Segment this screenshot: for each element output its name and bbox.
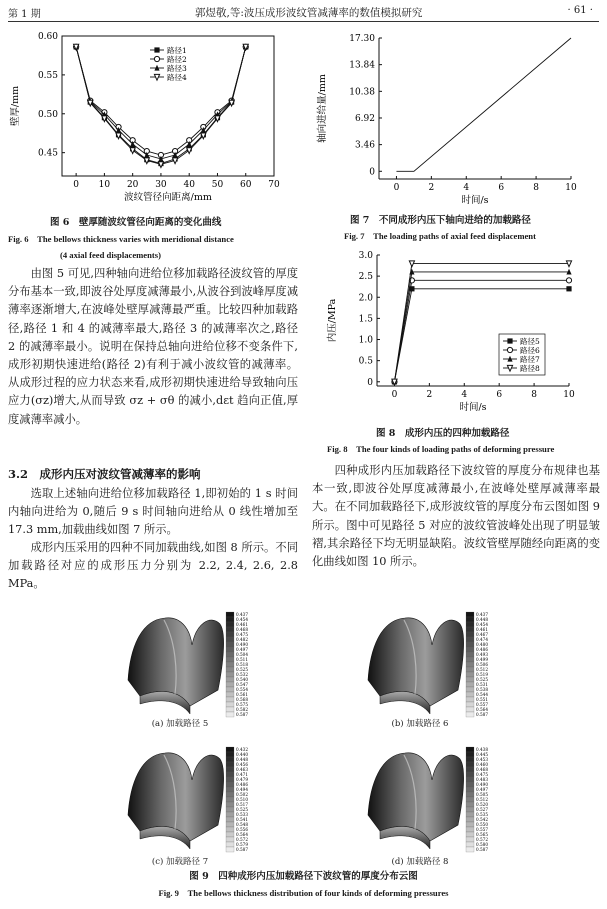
series-line-1 xyxy=(76,47,246,164)
legend-value: 0.564 xyxy=(476,707,488,713)
figure-9c-subcaption: (c) 加载路径 7 xyxy=(151,857,209,867)
legend-label: 路径4 xyxy=(167,73,187,82)
legend-swatch xyxy=(226,617,234,622)
legend-swatch xyxy=(226,637,234,642)
legend-value: 0.582 xyxy=(236,707,248,713)
figure-7-caption-en: Fig. 7 The loading paths of axial feed displacement xyxy=(344,231,536,241)
figure-9a-subcaption: (a) 加载路径 5 xyxy=(151,719,209,729)
legend-swatch xyxy=(226,832,234,837)
legend-value: 0.542 xyxy=(476,817,488,823)
x-tick-label: 20 xyxy=(126,180,139,190)
legend-value: 0.587 xyxy=(476,847,488,853)
figure-9-contour-plots xyxy=(0,595,607,865)
legend-value: 0.512 xyxy=(476,797,488,803)
legend-value: 0.454 xyxy=(476,622,488,628)
legend-marker xyxy=(154,47,159,52)
legend-value: 0.587 xyxy=(236,712,248,718)
legend-value: 0.479 xyxy=(236,777,248,783)
data-point xyxy=(566,286,571,291)
data-point xyxy=(187,148,192,154)
legend-value: 0.527 xyxy=(476,807,488,813)
legend-value: 0.486 xyxy=(236,782,248,788)
legend-marker xyxy=(507,347,512,352)
figure-7-chart xyxy=(307,28,607,208)
x-tick-label: 6 xyxy=(498,183,505,193)
figure-6-caption-en-line1: Fig. 6 The bellows thickness varies with meridional distance xyxy=(8,234,234,244)
legend-value: 0.565 xyxy=(476,832,488,838)
legend-value: 0.548 xyxy=(236,822,248,828)
figure-9d-subcaption: (d) 加载路径 8 xyxy=(391,857,449,867)
legend-swatch xyxy=(226,827,234,832)
y-axis-label: 壁厚/mm xyxy=(10,85,21,127)
legend-label: 路径3 xyxy=(167,64,187,73)
legend-value: 0.438 xyxy=(476,747,488,753)
figure-8-caption-en: Fig. 8 The four kinds of loading paths of deforming pressure xyxy=(327,444,555,454)
legend-value: 0.554 xyxy=(236,687,248,693)
legend-value: 0.587 xyxy=(236,847,248,853)
x-tick-label: 0 xyxy=(73,180,80,190)
legend-label: 路径2 xyxy=(167,55,187,64)
legend-value: 0.504 xyxy=(236,652,248,658)
legend-swatch xyxy=(226,747,234,752)
legend-value: 0.512 xyxy=(476,667,488,673)
page-number: · 61 · xyxy=(567,5,593,16)
legend-swatch xyxy=(466,792,474,797)
figure-6-caption-en-line2: (4 axial feed displacements) xyxy=(60,250,161,260)
legend-swatch xyxy=(226,847,234,852)
legend-swatch xyxy=(226,672,234,677)
legend-value: 0.468 xyxy=(236,627,248,633)
legend-swatch xyxy=(466,837,474,842)
figure-6-caption-cn: 图 6 壁厚随波纹管径向距离的变化曲线 xyxy=(50,217,222,228)
contour-panel-d xyxy=(368,747,488,852)
header-rule xyxy=(8,21,599,22)
legend-swatch xyxy=(226,762,234,767)
legend-value: 0.448 xyxy=(476,617,488,623)
legend-swatch xyxy=(226,822,234,827)
body-paragraph-right-1: 四种成形内压加载路径下波纹管的厚度分布规律也基本一致,即波谷处厚度减薄最小,在波峰处壁厚减薄率最大。在不同加载路径下,成形波纹管的厚度分布云图如图 9 所示。图中可见路径 5 对应的波纹管波峰处出现了明显皱褶,其余路径下均无明显缺陷。波纹管壁厚随经向距离的变化曲线如图 10 所示。 xyxy=(312,464,600,569)
legend-value: 0.525 xyxy=(236,807,248,813)
x-tick-label: 0 xyxy=(391,390,398,400)
legend-swatch xyxy=(466,757,474,762)
legend-value: 0.535 xyxy=(476,812,488,818)
data-point xyxy=(130,148,135,154)
legend-swatch xyxy=(226,667,234,672)
legend-swatch xyxy=(226,767,234,772)
legend-swatch xyxy=(466,847,474,852)
contour-panel-b xyxy=(368,612,488,717)
legend-value: 0.561 xyxy=(236,692,248,698)
series-line-2 xyxy=(76,47,246,155)
legend-value: 0.437 xyxy=(236,612,248,618)
legend-value: 0.579 xyxy=(236,842,248,848)
y-tick-label: 0 xyxy=(367,377,373,388)
legend-label: 路径6 xyxy=(520,346,540,355)
legend-swatch xyxy=(226,682,234,687)
legend-swatch xyxy=(466,647,474,652)
data-point xyxy=(158,162,163,168)
figure-9-caption-cn: 图 9 四种成形内压加载路径下波纹管的厚度分布云图 xyxy=(189,871,418,882)
legend-value: 0.519 xyxy=(476,672,488,678)
legend-value: 0.454 xyxy=(236,617,248,623)
figure-8-caption-cn: 图 8 成形内压的四种加载路径 xyxy=(376,428,510,439)
legend-swatch xyxy=(466,802,474,807)
legend-value: 0.506 xyxy=(476,662,488,668)
legend-value: 0.518 xyxy=(236,662,248,668)
legend-swatch xyxy=(226,757,234,762)
x-tick-label: 10 xyxy=(98,180,111,190)
legend-value: 0.499 xyxy=(476,657,488,663)
legend-value: 0.540 xyxy=(236,677,248,683)
x-tick-label: 60 xyxy=(240,180,252,190)
legend-swatch xyxy=(226,657,234,662)
legend-value: 0.525 xyxy=(236,667,248,673)
legend-swatch xyxy=(466,642,474,647)
legend-value: 0.486 xyxy=(476,647,488,653)
legend-value: 0.517 xyxy=(236,802,248,808)
legend-value: 0.468 xyxy=(476,767,488,773)
legend-swatch xyxy=(226,632,234,637)
legend-value: 0.538 xyxy=(476,687,488,693)
legend-swatch xyxy=(226,692,234,697)
legend-value: 0.494 xyxy=(236,787,248,793)
legend-swatch xyxy=(226,837,234,842)
legend-value: 0.483 xyxy=(476,777,488,783)
legend-value: 0.550 xyxy=(476,822,488,828)
legend-swatch xyxy=(226,842,234,847)
x-tick-label: 8 xyxy=(533,183,539,193)
y-tick-label: 0.50 xyxy=(37,109,58,120)
legend-marker xyxy=(154,74,159,80)
legend-swatch xyxy=(466,697,474,702)
legend-value: 0.490 xyxy=(476,782,488,788)
legend-value: 0.497 xyxy=(476,787,488,793)
legend-value: 0.437 xyxy=(476,612,488,618)
y-tick-label: 17.30 xyxy=(349,34,375,44)
legend-value: 0.440 xyxy=(236,752,248,758)
legend-value: 0.511 xyxy=(236,657,248,663)
y-axis-label: 内压/MPa xyxy=(327,298,338,343)
legend-swatch xyxy=(466,667,474,672)
y-tick-label: 0.5 xyxy=(358,356,373,367)
contour-panel-a xyxy=(128,612,248,717)
x-axis-label: 时间/s xyxy=(461,195,489,206)
legend-swatch xyxy=(466,627,474,632)
running-title: 郭煜敬,等:波压成形波纹管减薄率的数值模拟研究 xyxy=(195,7,423,19)
legend-value: 0.564 xyxy=(236,832,248,838)
legend-value: 0.572 xyxy=(236,837,248,843)
x-tick-label: 50 xyxy=(211,180,224,190)
legend-swatch xyxy=(466,762,474,767)
legend-value: 0.482 xyxy=(236,637,248,643)
legend-swatch xyxy=(226,697,234,702)
legend-swatch xyxy=(226,782,234,787)
legend-value: 0.572 xyxy=(476,837,488,843)
issue-number: 第 1 期 xyxy=(8,9,41,20)
legend-swatch xyxy=(466,677,474,682)
legend-label: 路径8 xyxy=(520,364,540,373)
legend-value: 0.541 xyxy=(236,817,248,823)
figure-6-chart xyxy=(0,28,300,208)
legend-swatch xyxy=(226,622,234,627)
legend-value: 0.557 xyxy=(476,827,488,833)
figure-9-caption-en: Fig. 9 The bellows thickness distribution of four kinds of deforming pressures xyxy=(158,888,449,898)
y-axis-label: 轴向进给量/mm xyxy=(317,74,328,143)
legend-value: 0.497 xyxy=(236,647,248,653)
legend-value: 0.505 xyxy=(476,792,488,798)
legend-swatch xyxy=(466,827,474,832)
legend-label: 路径1 xyxy=(167,46,187,55)
figure-8-chart xyxy=(307,245,607,415)
y-tick-label: 13.84 xyxy=(349,60,375,71)
x-axis-label: 波纹管径向距离/mm xyxy=(124,192,212,203)
legend-swatch xyxy=(226,652,234,657)
body-paragraph-left-3: 成形内压采用的四种不同加载曲线,如图 8 所示。不同加载路径对应的成形压力分别为 2.2, 2.4, 2.6, 2.8 MPa。 xyxy=(8,541,298,591)
legend-value: 0.556 xyxy=(236,827,248,833)
section-heading-3-2: 3.2 成形内压对波纹管减薄率的影响 xyxy=(8,467,201,481)
legend-value: 0.544 xyxy=(476,692,488,698)
legend-swatch xyxy=(466,652,474,657)
legend-swatch xyxy=(226,772,234,777)
legend-swatch xyxy=(466,782,474,787)
legend-swatch xyxy=(466,682,474,687)
x-tick-label: 8 xyxy=(531,390,537,400)
legend-value: 0.557 xyxy=(476,702,488,708)
legend-label: 路径5 xyxy=(520,337,540,346)
body-paragraph-left-2: 选取上述轴向进给位移加载路径 1,即初始的 1 s 时间内轴向进给为 0,随后 9 s 时间轴向进给从 0 线性增加至 17.3 mm,加载曲线如图 7 所示。 xyxy=(8,487,298,537)
legend-swatch xyxy=(226,647,234,652)
legend-swatch xyxy=(466,672,474,677)
legend-swatch xyxy=(466,777,474,782)
y-tick-label: 10.38 xyxy=(349,87,375,98)
x-tick-label: 0 xyxy=(393,183,400,193)
figure-9b-subcaption: (b) 加载路径 6 xyxy=(391,719,449,729)
legend-swatch xyxy=(226,707,234,712)
legend-value: 0.467 xyxy=(476,632,488,638)
legend-swatch xyxy=(466,842,474,847)
legend-swatch xyxy=(226,787,234,792)
legend-value: 0.453 xyxy=(476,757,488,763)
legend-value: 0.461 xyxy=(236,622,248,628)
legend-swatch xyxy=(466,707,474,712)
x-tick-label: 6 xyxy=(496,390,503,400)
legend-swatch xyxy=(226,817,234,822)
legend-swatch xyxy=(466,797,474,802)
y-tick-label: 0.55 xyxy=(37,70,58,81)
legend-swatch xyxy=(466,657,474,662)
legend-swatch xyxy=(226,752,234,757)
legend-swatch xyxy=(466,632,474,637)
x-tick-label: 70 xyxy=(268,180,280,190)
series-line-4 xyxy=(76,47,246,164)
legend-swatch xyxy=(466,612,474,617)
legend-swatch xyxy=(226,627,234,632)
x-tick-label: 30 xyxy=(155,180,167,190)
x-tick-label: 40 xyxy=(183,180,195,190)
legend-value: 0.510 xyxy=(236,797,248,803)
legend-value: 0.587 xyxy=(476,712,488,718)
x-axis-label: 时间/s xyxy=(459,402,487,413)
y-tick-label: 3.0 xyxy=(358,251,373,261)
x-tick-label: 2 xyxy=(426,390,433,400)
y-tick-label: 0.45 xyxy=(37,148,58,159)
x-tick-label: 2 xyxy=(428,183,435,193)
legend-value: 0.475 xyxy=(476,772,488,778)
legend-swatch xyxy=(226,702,234,707)
legend-swatch xyxy=(466,747,474,752)
legend-swatch xyxy=(226,777,234,782)
legend-value: 0.456 xyxy=(236,762,248,768)
y-tick-label: 1.0 xyxy=(358,335,373,346)
body-paragraph-left-1: 由图 5 可见,四种轴向进给位移加载路径波纹管的厚度分布基本一致,即波谷处厚度减薄最小,从波谷到波峰厚度减薄率逐渐增大,在波峰处壁厚减薄最严重。比较四种加载路径,路径 1 和 4 的减薄率最大,路径 3 的减薄率次之,路径 2 的减薄率最小。说明在保持总轴向进给位移不变条件下,成形初期快速进给(路径 2)有利于减小波纹管的减薄率。从成形过程的应力状态来看,成形初期快速进给导致轴向压应力(σz)增大,从而导致 σz + σθ 的减小,dεt 趋向正值,厚度减薄率减小。 xyxy=(8,267,298,426)
legend-swatch xyxy=(226,662,234,667)
legend-swatch xyxy=(466,637,474,642)
legend-swatch xyxy=(466,687,474,692)
y-tick-label: 0 xyxy=(369,167,375,178)
figure-7-caption-cn: 图 7 不同成形内压下轴向进给的加载路径 xyxy=(350,215,531,226)
legend-swatch xyxy=(466,622,474,627)
legend-value: 0.480 xyxy=(476,642,488,648)
legend-value: 0.460 xyxy=(476,762,488,768)
legend-label: 路径7 xyxy=(520,355,540,364)
legend-swatch xyxy=(466,812,474,817)
legend-swatch xyxy=(226,612,234,617)
legend-value: 0.568 xyxy=(236,697,248,703)
legend-swatch xyxy=(466,832,474,837)
y-tick-label: 2.5 xyxy=(358,272,373,283)
legend-swatch xyxy=(466,662,474,667)
legend-value: 0.532 xyxy=(236,672,248,678)
y-tick-label: 3.46 xyxy=(354,140,375,151)
data-point xyxy=(409,261,414,267)
legend-value: 0.533 xyxy=(236,812,248,818)
legend-swatch xyxy=(226,812,234,817)
legend-swatch xyxy=(466,822,474,827)
legend-swatch xyxy=(466,772,474,777)
legend-swatch xyxy=(226,797,234,802)
x-tick-label: 4 xyxy=(463,183,470,193)
legend-value: 0.445 xyxy=(476,752,488,758)
series-line-3 xyxy=(76,47,246,159)
legend-value: 0.432 xyxy=(236,747,248,753)
legend-value: 0.448 xyxy=(236,757,248,763)
y-tick-label: 2.0 xyxy=(358,293,373,304)
x-tick-label: 10 xyxy=(563,390,575,400)
running-header xyxy=(0,0,607,22)
legend-value: 0.461 xyxy=(476,627,488,633)
contour-panel-c xyxy=(128,747,248,852)
legend-swatch xyxy=(226,802,234,807)
legend-marker xyxy=(507,338,512,343)
legend-swatch xyxy=(466,817,474,822)
legend-value: 0.580 xyxy=(476,842,488,848)
x-tick-label: 4 xyxy=(461,390,468,400)
legend-value: 0.551 xyxy=(476,697,488,703)
y-tick-label: 1.5 xyxy=(358,314,373,325)
data-point xyxy=(566,278,571,283)
x-tick-label: 10 xyxy=(565,183,577,193)
legend-value: 0.475 xyxy=(236,632,248,638)
legend-value: 0.575 xyxy=(236,702,248,708)
legend-value: 0.525 xyxy=(476,677,488,683)
legend-marker xyxy=(154,56,159,61)
y-tick-label: 0.60 xyxy=(37,32,58,42)
legend-swatch xyxy=(466,617,474,622)
legend-value: 0.520 xyxy=(476,802,488,808)
legend-swatch xyxy=(466,787,474,792)
legend-swatch xyxy=(466,692,474,697)
legend-swatch xyxy=(226,792,234,797)
legend-swatch xyxy=(226,687,234,692)
legend-value: 0.474 xyxy=(476,637,488,643)
legend-swatch xyxy=(226,807,234,812)
data-point xyxy=(144,158,149,164)
legend-value: 0.547 xyxy=(236,682,248,688)
legend-swatch xyxy=(466,752,474,757)
legend-value: 0.490 xyxy=(236,642,248,648)
legend-value: 0.493 xyxy=(476,652,488,658)
y-tick-label: 6.92 xyxy=(354,113,375,124)
legend-value: 0.531 xyxy=(476,682,488,688)
legend-swatch xyxy=(466,702,474,707)
legend-swatch xyxy=(466,807,474,812)
legend-value: 0.471 xyxy=(236,772,248,778)
data-point xyxy=(172,158,177,164)
legend-swatch xyxy=(226,677,234,682)
legend-value: 0.463 xyxy=(236,767,248,773)
legend-swatch xyxy=(226,642,234,647)
data-point xyxy=(566,261,571,267)
legend-value: 0.502 xyxy=(236,792,248,798)
legend-swatch xyxy=(466,767,474,772)
series-line-1 xyxy=(396,38,571,171)
